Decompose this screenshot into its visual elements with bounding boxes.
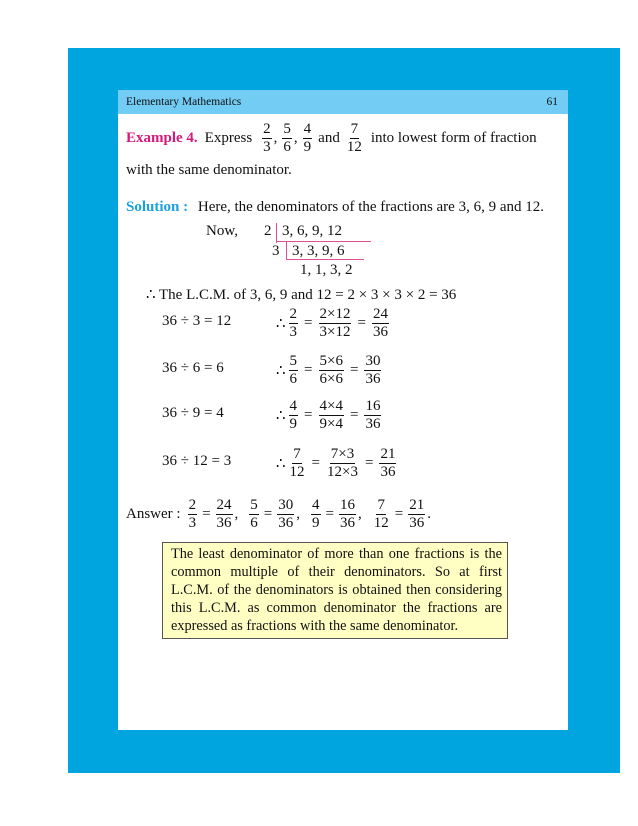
step-result-fraction [379,447,396,480]
page-header [118,90,568,114]
fraction-denominator: 36 [216,515,232,531]
header-title: Elementary Mathematics [126,96,242,108]
example-fraction [303,122,313,155]
division-values-2: 3, 3, 9, 6 [292,243,345,259]
step-multiplied-fraction [319,399,344,432]
fraction-denominator: 12 [346,139,362,155]
equals-sign: = [325,506,334,522]
equals-sign: = [304,407,313,423]
answer-result-fraction [216,498,233,531]
division-values-3: 1, 1, 3, 2 [300,262,353,278]
fraction-denominator: 36 [409,515,425,531]
equals-sign: = [202,506,211,522]
fraction-denominator: 12 [373,515,389,531]
fraction-numerator: 2 [188,497,197,513]
answer-separator: , [296,506,301,522]
fraction-numerator: 4×4 [319,398,343,414]
solution-line [126,199,544,216]
division-bracket-vertical [276,223,277,243]
equals-sign: = [304,315,313,331]
fraction-numerator: 4 [312,497,320,513]
step-equation [276,447,398,480]
equals-sign: = [394,506,404,522]
example-statement [126,122,537,155]
example-text-after: into lowest form of fraction [370,130,537,146]
fraction-numerator: 7×3 [330,446,355,462]
answer-original-fraction [373,498,390,531]
step-original-fraction [289,399,299,432]
step-multiplied-fraction [326,447,359,480]
example-fraction [262,122,272,155]
answer-result-fraction [339,498,356,531]
equals-sign: = [311,455,321,471]
fraction-separator: , [293,130,298,146]
fraction-denominator: 36 [372,324,388,340]
answer-line [126,498,440,531]
fraction-numerator: 7 [377,497,385,513]
answer-result-fraction [277,498,294,531]
step-equation [276,399,383,432]
therefore-symbol: ∴ [276,363,286,379]
fraction-numerator: 5 [250,497,258,513]
fraction-denominator: 9 [303,139,312,155]
fraction-denominator: 9 [289,416,298,432]
fraction-denominator: 9 [312,515,320,531]
fraction-numerator: 5×6 [319,353,343,369]
example-and: and [318,130,340,146]
equals-sign: = [364,455,374,471]
page-number: 61 [546,96,558,108]
fraction-numerator: 4 [289,398,298,414]
note-box [162,542,508,639]
therefore-symbol: ∴ [276,316,286,332]
equals-sign: = [349,407,359,423]
fraction-numerator: 16 [365,398,381,414]
note-text: The least denominator of more than one fractions is the common multiple of their denominators. So at first L.C.M. of the denominators is obtained then considering this L.C.M. as common denominator the fractions are expressed as fractions with the same denominator. [171,546,502,634]
fraction-numerator: 5 [283,121,291,137]
answer-original-fraction [188,498,198,531]
example-last-fraction [346,122,363,155]
fraction-denominator: 6 [289,371,298,387]
fraction-denominator: 36 [278,515,294,531]
answer-pairs [186,498,440,531]
step-equation [276,307,391,340]
division-divisor-1: 2 [264,223,272,239]
fraction-denominator: 3 [263,139,271,155]
example-fractions [260,122,314,155]
step-original-fraction [289,307,299,340]
fraction-denominator: 12×3 [327,464,358,480]
fraction-numerator: 21 [409,497,425,513]
fraction-denominator: 3×12 [319,324,351,340]
fraction-denominator: 6×6 [319,371,343,387]
fraction-numerator: 2 [289,306,298,322]
step-division: 36 ÷ 3 = 12 [162,313,232,329]
fraction-denominator: 6 [283,139,291,155]
answer-original-fraction [311,498,321,531]
step-result-fraction [364,399,381,432]
fraction-numerator: 21 [380,446,396,462]
fraction-denominator: 36 [380,464,396,480]
fraction-numerator: 5 [289,353,298,369]
fraction-denominator: 6 [250,515,258,531]
step-division: 36 ÷ 12 = 3 [162,453,232,469]
fraction-denominator: 36 [339,515,355,531]
therefore-symbol: ∴ [276,456,286,472]
fraction-numerator: 4 [303,121,312,137]
step-multiplied-fraction [319,307,352,340]
lcm-statement: ∴ The L.C.M. of 3, 6, 9 and 12 = 2 × 3 × 3 × 2 = 36 [146,287,457,303]
equals-sign: = [357,315,366,331]
division-bracket-horizontal [286,259,364,260]
fraction-denominator: 12 [289,464,305,480]
step-original-fraction [289,354,299,387]
step-result-fraction [372,307,389,340]
equals-sign: = [263,506,273,522]
fraction-denominator: 36 [365,371,381,387]
fraction-numerator: 2×12 [319,306,351,322]
fraction-numerator: 24 [216,497,232,513]
example-text-before: Express [204,130,253,146]
fraction-numerator: 24 [372,306,388,322]
answer-original-fraction [249,498,259,531]
division-bracket-horizontal [276,241,371,242]
example-label: Example 4. [126,130,198,146]
division-divisor-2: 3 [272,243,280,259]
fraction-denominator: 3 [188,515,197,531]
step-division: 36 ÷ 6 = 6 [162,360,224,376]
answer-label: Answer : [126,506,181,522]
fraction-numerator: 2 [263,121,271,137]
equals-sign: = [349,362,359,378]
fraction-numerator: 7 [293,446,301,462]
fraction-denominator: 3 [289,324,298,340]
fraction-separator: , [273,130,278,146]
fraction-numerator: 16 [339,497,355,513]
division-bracket-vertical [286,242,287,260]
step-multiplied-fraction [319,354,344,387]
answer-separator: . [427,506,431,522]
example-line-2: with the same denominator. [126,162,292,178]
answer-separator: , [234,506,239,522]
equals-sign: = [304,362,313,378]
step-original-fraction [289,447,306,480]
division-values-1: 3, 6, 9, 12 [282,223,342,239]
fraction-denominator: 36 [365,416,381,432]
step-division: 36 ÷ 9 = 4 [162,405,224,421]
answer-separator: , [357,506,362,522]
solution-label: Solution : [126,199,189,215]
example-fraction [282,122,292,155]
now-label: Now, [206,223,238,239]
therefore-symbol: ∴ [276,408,286,424]
fraction-denominator: 9×4 [319,416,343,432]
solution-text: Here, the denominators of the fractions are 3, 6, 9 and 12. [197,199,544,215]
step-equation [276,354,383,387]
answer-result-fraction [408,498,425,531]
fraction-numerator: 7 [350,121,359,137]
fraction-numerator: 30 [278,497,294,513]
fraction-numerator: 30 [365,353,381,369]
step-result-fraction [364,354,381,387]
